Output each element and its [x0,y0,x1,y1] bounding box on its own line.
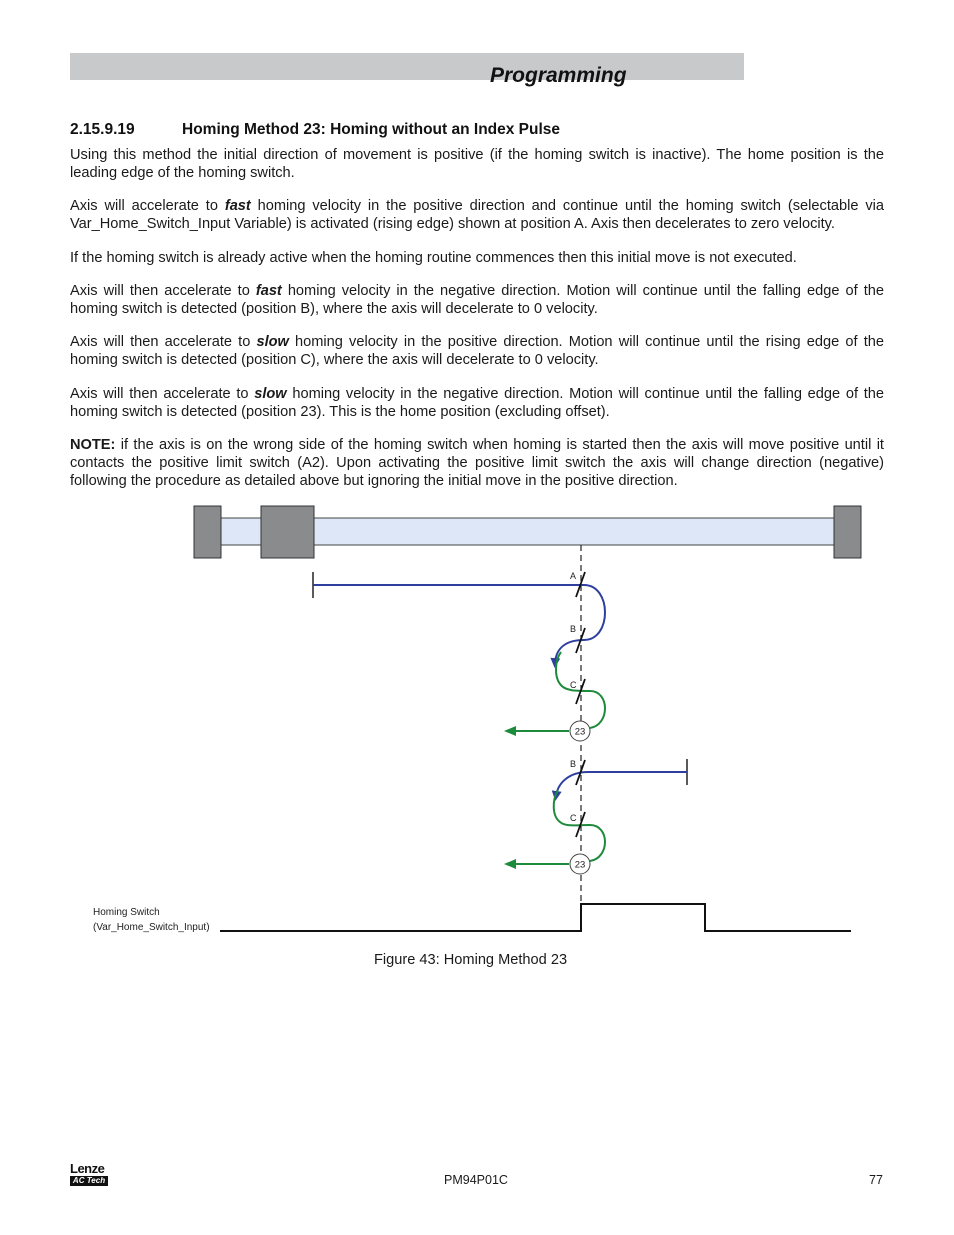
paragraph-6-text-rest: homing velocity in the negative direction. Motion will continue until the falling edge of the homing switch is detected (position 23). This is the home position (excluding offset). [70,386,884,421]
logo-sub: AC Tech [70,1176,108,1186]
paragraph-2 [70,197,884,233]
section-heading [70,121,560,139]
fast-positive-path-1 [313,585,605,663]
header-bar [70,53,744,80]
paragraph-2-text: Axis will accelerate to [70,198,225,214]
label-b1: B [570,624,577,634]
label-c2: C [570,813,577,823]
homing-switch-signal [220,904,851,931]
paragraph-6-emphasis: slow [254,386,287,402]
signal-label-2: (Var_Home_Switch_Input) [93,922,210,933]
logo-brand: Lenze [70,1161,105,1176]
positive-limit-block [834,506,861,558]
label-b2: B [570,759,577,769]
paragraph-4-text: Axis will then accelerate to [70,283,256,299]
note-paragraph [70,436,884,491]
paragraph-3: If the homing switch is already active when the homing routine commences then this initial move is not executed. [70,250,797,266]
footer-page-number: 77 [869,1173,883,1187]
paragraph-6-text: Axis will then accelerate to [70,386,255,402]
homing-diagram [0,500,954,940]
paragraph-2-emphasis: fast [224,198,251,214]
label-a: A [570,571,577,581]
figure-caption: Figure 43: Homing Method 23 [374,952,568,968]
paragraph-4-emphasis: fast [255,283,282,299]
homing-switch-block [261,506,314,558]
section-number: 2.15.9.19 [70,121,135,138]
paragraph-2-text-rest: homing velocity in the positive direction and continue until the homing switch (selectable via Var_Home_Switch_Input Variable) is activated (rising edge) shown at position A. Axis then decelerates to zero velocity. [70,198,884,233]
paragraph-6 [70,385,884,421]
negative-limit-block [194,506,221,558]
paragraph-4-text-rest: homing velocity in the negative direction. Motion will continue until the falling edge of the homing switch is detected (position B), where the axis will decelerate to 0 velocity. [70,283,884,318]
home-label-2: 23 [574,859,586,871]
paragraph-4 [70,282,884,318]
page-header-title: Programming [490,64,627,87]
note-text: if the axis is on the wrong side of the homing switch when homing is started then the axis will move positive until it contacts the positive limit switch (A2). Upon activating the positive limit switch the axis will change direction (negative) following the procedure as detailed above but ignoring the initial move in the positive direction. [70,437,884,490]
note-label: NOTE: [70,437,116,453]
lenze-logo [70,1162,110,1186]
paragraph-5-text: Axis will then accelerate to [70,334,257,350]
paragraph-5-text-rest: homing velocity in the positive direction. Motion will continue until the rising edge of the homing switch is detected (position C), where the axis will decelerate to 0 velocity. [70,334,884,369]
signal-label-1: Homing Switch [93,907,160,918]
paragraph-5-emphasis: slow [256,334,289,350]
home-label-1: 23 [574,726,586,738]
label-c1: C [570,680,577,690]
footer-doc-id: PM94P01C [444,1173,508,1187]
section-title: Homing Method 23: Homing without an Index Pulse [182,121,561,138]
paragraph-1: Using this method the initial direction of movement is positive (if the homing switch is inactive). The home position is the leading edge of the homing switch. [70,147,884,182]
paragraph-5 [70,333,884,369]
